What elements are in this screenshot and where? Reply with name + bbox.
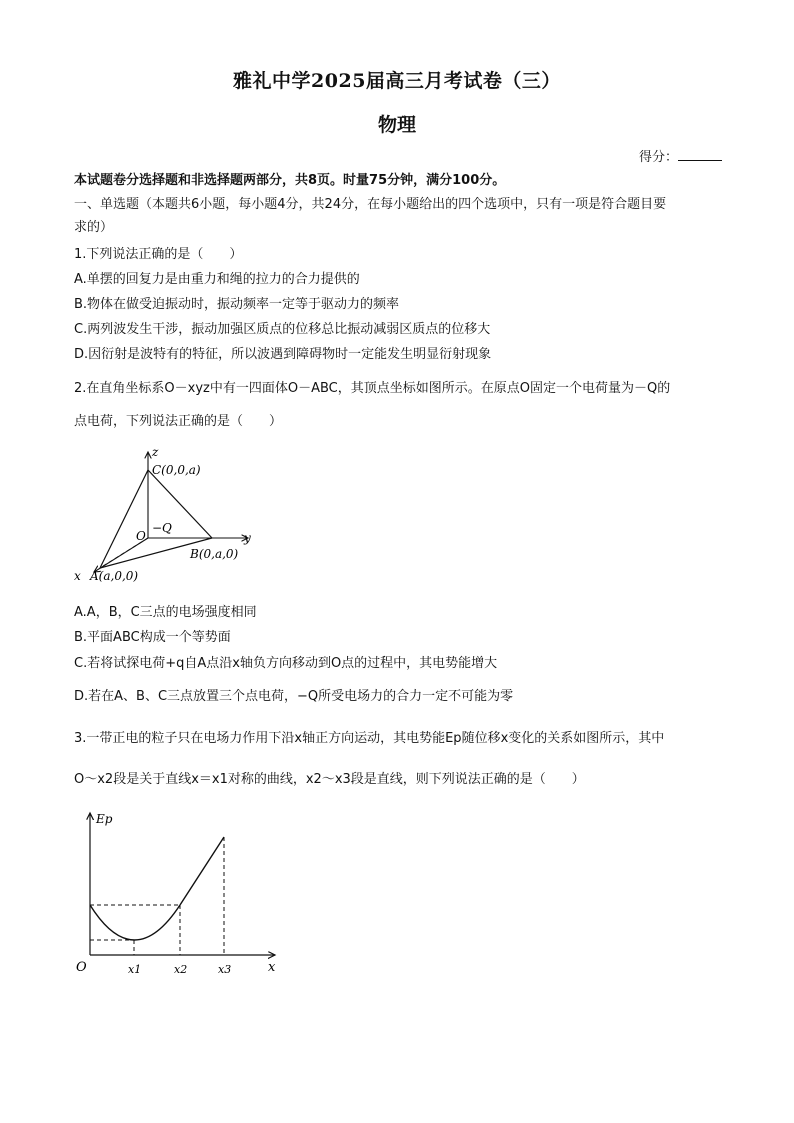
fig-label-x: x: [268, 960, 276, 975]
fig-label-ep: Ep: [96, 812, 113, 826]
q3-stem-line2: O～x2段是关于直线x＝x1对称的曲线，x2～x3段是直线，则下列说法正确的是（ ）: [74, 772, 585, 787]
fig-label-o: O: [136, 529, 146, 543]
q2-option-a: A.A，B，C三点的电场强度相同: [74, 605, 257, 620]
fig-label-y: y: [244, 531, 251, 545]
fig-label-o: O: [76, 960, 87, 975]
paper-title: 雅礼中学2025届高三月考试卷（三）: [233, 70, 561, 92]
q2-stem-line1: 2.在直角坐标系O－xyz中有一四面体O－ABC，其顶点坐标如图所示。在原点O固定一个电荷量为－Q的: [74, 381, 671, 396]
q1-option-c: C.两列波发生干涉，振动加强区质点的位移总比振动减弱区质点的位移大: [74, 322, 491, 337]
q2-option-c: C.若将试探电荷+q自A点沿x轴负方向移动到O点的过程中，其电势能增大: [74, 656, 498, 671]
q2-option-b: B.平面ABC构成一个等势面: [74, 630, 231, 645]
ep-curve: [90, 905, 180, 940]
fig-label-charge: −Q: [152, 521, 172, 535]
ep-graph-figure: [70, 805, 290, 985]
q2-option-d: D.若在A、B、C三点放置三个点电荷，−Q所受电场力的合力一定不可能为零: [74, 689, 514, 704]
fig-label-x1: x1: [128, 963, 142, 976]
q3-stem-line1: 3.一带正电的粒子只在电场力作用下沿x轴正方向运动，其电势能Ep随位移x变化的关系如图所示，其中: [74, 731, 665, 746]
score-blank: [678, 148, 722, 161]
fig-label-x3: x3: [218, 963, 232, 976]
fig-label-x2: x2: [174, 963, 188, 976]
tetrahedron-figure: [70, 440, 270, 590]
ep-line-segment: [180, 837, 224, 905]
intro-text: 本试题卷分选择题和非选择题两部分，共8页。时量75分钟，满分100分。: [74, 173, 506, 188]
score-label: 得分：: [638, 150, 678, 165]
fig-label-a: A(a,0,0): [90, 569, 139, 583]
q1-option-a: A.单摆的回复力是由重力和绳的拉力的合力提供的: [74, 272, 360, 287]
section1-heading-line1: 一、单选题（本题共6小题，每小题4分，共24分，在每小题给出的四个选项中，只有一项是符合题目要: [74, 197, 667, 212]
paper-subject: 物理: [377, 114, 416, 136]
fig-label-z: z: [152, 445, 159, 459]
fig-label-c: C(0,0,a): [152, 463, 201, 477]
q1-option-b: B.物体在做受迫振动时，振动频率一定等于驱动力的频率: [74, 297, 400, 312]
fig-label-x: x: [74, 569, 81, 583]
q2-stem-line2: 点电荷，下列说法正确的是（ ）: [74, 414, 283, 429]
score-field: [639, 146, 722, 165]
fig-label-b: B(0,a,0): [190, 547, 239, 561]
section1-heading-line2: 求的）: [74, 220, 114, 235]
q1-option-d: D.因衍射是波特有的特征，所以波遇到障碍物时一定能发生明显衍射现象: [74, 347, 492, 362]
q1-stem: 1.下列说法正确的是（ ）: [74, 247, 243, 262]
